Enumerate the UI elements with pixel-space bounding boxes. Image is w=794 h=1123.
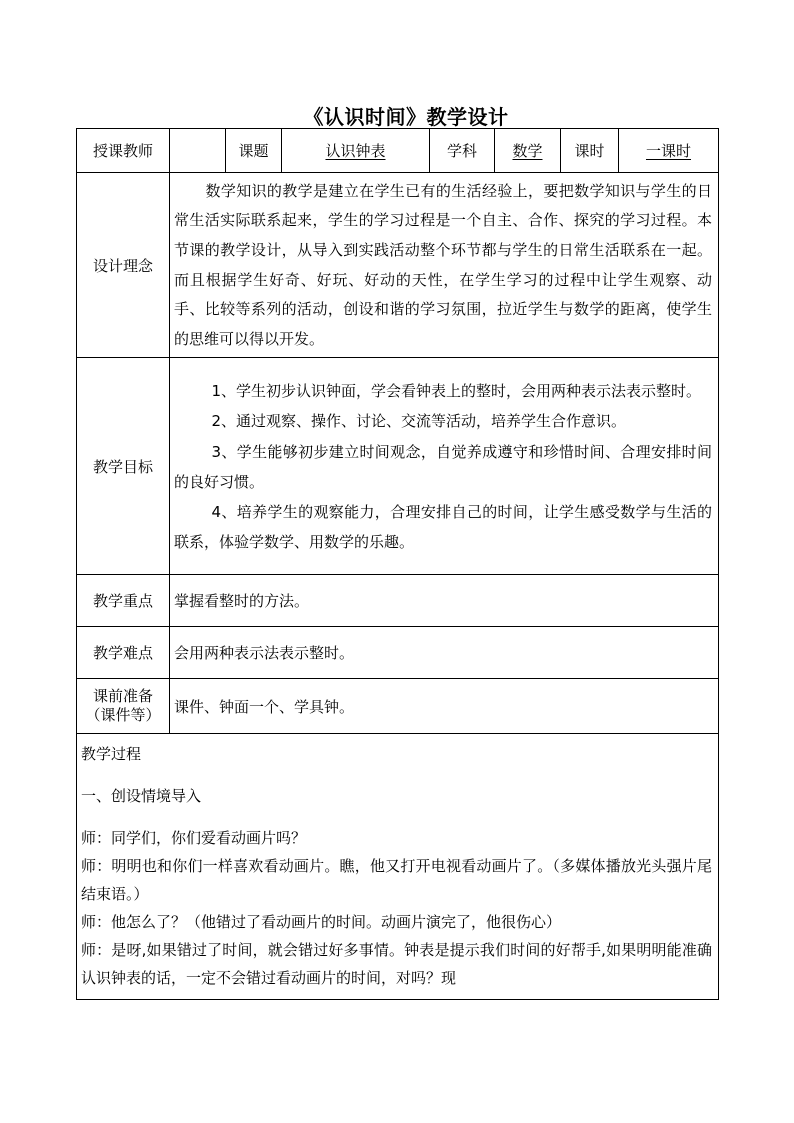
objective-item: 4、培养学生的观察能力，合理安排自己的时间，让学生感受数学与生活的联系，体验学数学、用数学的乐趣。 bbox=[174, 503, 712, 551]
document-title: 《认识时间》教学设计 bbox=[303, 105, 509, 129]
objectives-row bbox=[77, 358, 719, 575]
difficulty-row bbox=[77, 627, 719, 679]
process-section-title: 一、创设情境导入 bbox=[81, 787, 202, 805]
subject-value: 数学 bbox=[512, 142, 543, 160]
difficulty-text: 会用两种表示法表示整时。 bbox=[170, 627, 719, 679]
key-point-text: 掌握看整时的方法。 bbox=[170, 575, 719, 627]
lesson-plan-table bbox=[76, 128, 719, 1000]
subject-label: 学科 bbox=[430, 129, 495, 173]
objective-item: 1、学生初步认识钟面，学会看钟表上的整时，会用两种表示法表示整时。 bbox=[211, 381, 702, 400]
teacher-label: 授课教师 bbox=[77, 129, 170, 173]
process-heading: 教学过程 bbox=[81, 745, 142, 763]
design-concept-row bbox=[77, 173, 719, 358]
preparation-text: 课件、钟面一个、学具钟。 bbox=[170, 679, 719, 734]
process-row bbox=[77, 734, 719, 1000]
key-point-label: 教学重点 bbox=[77, 575, 170, 627]
process-line: 师：是呀,如果错过了时间，就会错过好多事情。钟表是提示我们时间的好帮手,如果明明能准确认识钟表的话，一定不会错过看动画片的时间，对吗？现 bbox=[81, 941, 712, 987]
objectives-label: 教学目标 bbox=[77, 358, 170, 575]
period-label: 课时 bbox=[561, 129, 619, 173]
key-point-row bbox=[77, 575, 719, 627]
objective-item: 3、学生能够初步建立时间观念，自觉养成遵守和珍惜时间、合理安排时间的良好习惯。 bbox=[174, 442, 712, 491]
process-line: 师：同学们，你们爱看动画片吗？ bbox=[81, 829, 307, 847]
topic-value: 认识钟表 bbox=[325, 142, 386, 160]
objective-item: 2、通过观察、操作、讨论、交流等活动，培养学生合作意识。 bbox=[211, 412, 627, 431]
preparation-label: 课前准备 bbox=[92, 687, 153, 705]
process-line: 师：他怎么了？（他错过了看动画片的时间。动画片演完了，他很伤心） bbox=[81, 913, 562, 931]
design-concept-text: 数学知识的教学是建立在学生已有的生活经验上，要把数学知识与学生的日常生活实际联系起来，学生的学习过程是一个自主、合作、探究的学习过程。本节课的教学设计，从导入到实践活动整个环节都与学生的日常生活联系在一起。而且根据学生好奇、好玩、好动的天性，在学生学习的过程中让学生观察、动手、比较等系列的活动，创设和谐的学习氛围，拉近学生与数学的距离，使学生的思维可以得以开发。 bbox=[174, 181, 712, 348]
header-row bbox=[77, 129, 719, 173]
design-concept-label: 设计理念 bbox=[77, 173, 170, 358]
process-line: 师：明明也和你们一样喜欢看动画片。瞧，他又打开电视看动画片了。（多媒体播放光头强片尾结束语。） bbox=[81, 857, 712, 903]
topic-label: 课题 bbox=[226, 129, 282, 173]
preparation-label-note: （课件等） bbox=[85, 706, 161, 724]
period-value: 一课时 bbox=[645, 142, 691, 160]
teacher-value bbox=[170, 129, 226, 173]
difficulty-label: 教学难点 bbox=[77, 627, 170, 679]
preparation-row bbox=[77, 679, 719, 734]
